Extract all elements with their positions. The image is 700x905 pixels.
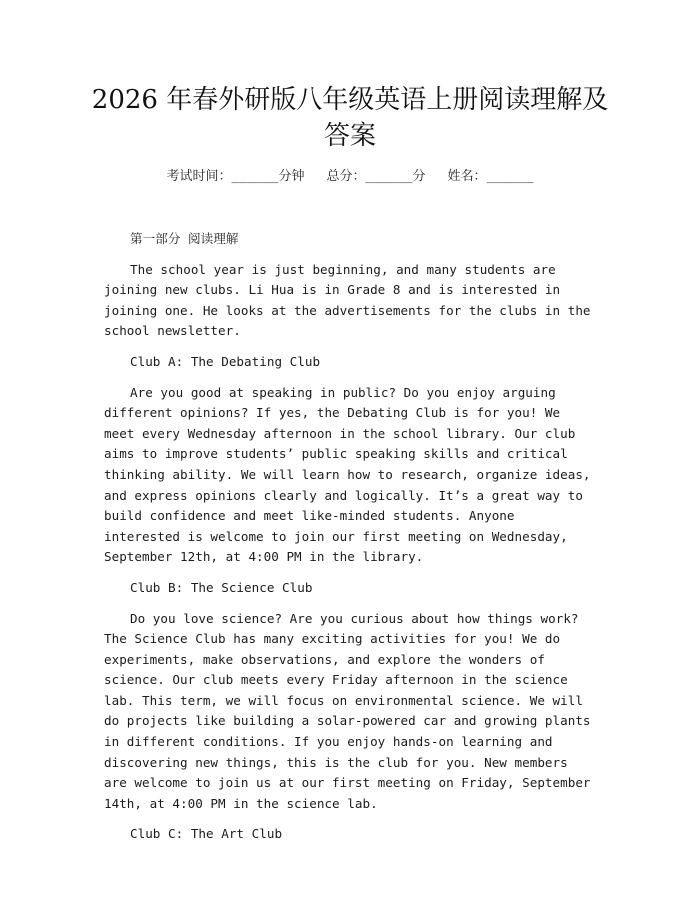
club-b-body: Do you love science? Are you curious about how things work? The Science Club has many exciting activities for you! We do experiments, make observations, and explore the wonders of science. Our club meets every Friday afternoon in the science lab. This term, we will focus on environmental science. We will do projects like building a solar-powered car and growing plants in different conditions. If you enjoy hands-on learning and discovering new things, this is the club for you. New members are welcome to join us at our first meeting on Friday, September 14th, at 4:00 PM in the science lab.	[104, 610, 591, 811]
exam-info-line	[0, 168, 700, 186]
student-name-field: 姓名：______	[447, 169, 534, 184]
club-c-heading: Club C: The Art Club	[130, 826, 283, 842]
club-b-heading: Club B: The Science Club	[130, 579, 313, 595]
total-score-field: 总分：______分	[326, 169, 426, 184]
document-title: 2026 年春外研版八年级英语上册阅读理解及答案	[91, 85, 609, 151]
reading-content	[104, 229, 598, 855]
section-heading: 第一部分 阅读理解	[130, 231, 239, 246]
club-a-heading: Club A: The Debating Club	[130, 353, 321, 369]
club-a-body: Are you good at speaking in public? Do you enjoy arguing different opinions? If yes, the Debating Club is for you! We meet every Wednesday afternoon in the school library. Our club aims to improve students’ public speaking skills and critical thinking ability. We will learn how to research, organize ideas, and express opinions clearly and logically. It’s a great way to build confidence and meet like-minded students. Anyone interested is welcome to join our first meeting on Wednesday, September 12th, at 4:00 PM in the library.	[104, 384, 591, 565]
intro-paragraph: The school year is just beginning, and many students are joining new clubs. Li Hua is in Grade 8 and is interested in joining one. He looks at the advertisements for the clubs in the school newsletter.	[104, 261, 591, 339]
exam-time-field: 考试时间：______分钟	[166, 169, 305, 184]
